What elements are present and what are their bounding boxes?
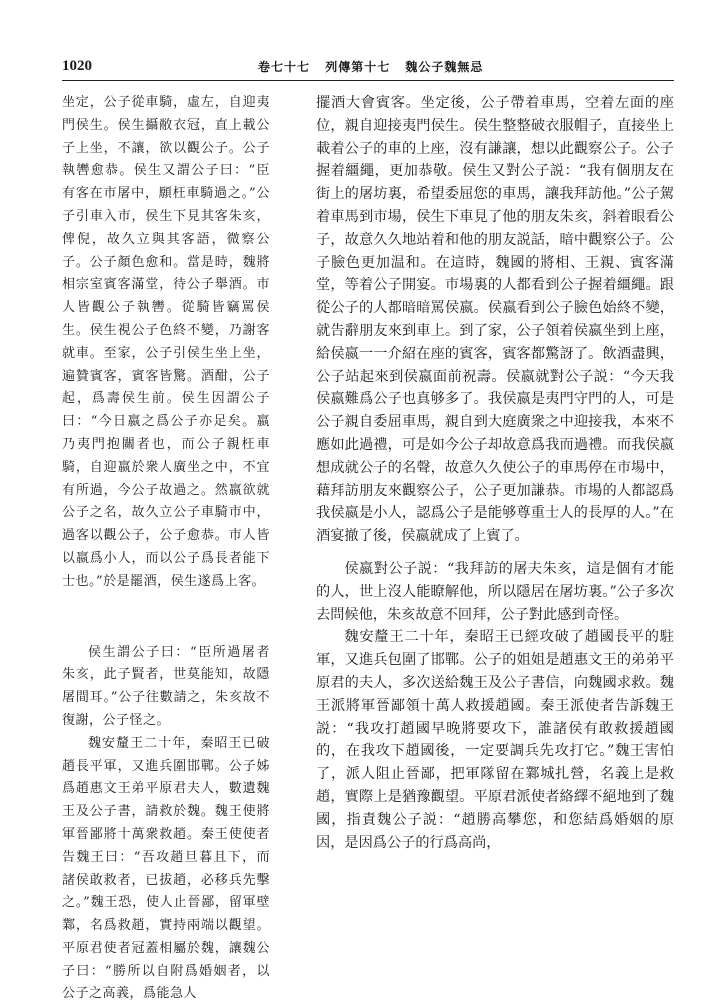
volume-label: 卷七十七 (258, 60, 311, 74)
classical-text-column (62, 92, 270, 1002)
classical-paragraph-3: 魏安釐王二十年，秦昭王已破趙長平軍，又進兵圍邯鄲。公子姊爲趙惠文王弟平原君夫人，數遺魏王及公子書，請救於魏。魏王使將軍晉鄙將十萬衆救趙。秦王使使者告魏王曰：“吾攻趙旦暮且下，而諸侯敢救者，已拔趙，必移兵先擊之。”魏王恐，使人止晉鄙，留軍壁鄴，名爲救趙，實持兩端以觀望。平原君使者冠蓋相屬於魏，讓魏公子曰：“勝所以自附爲婚姻者，以公子之高義，爲能急人 (62, 735, 270, 1002)
running-header (0, 0, 716, 92)
paragraph-gap (316, 548, 674, 558)
classical-paragraph-1: 坐定，公子從車騎，虛左，自迎夷門侯生。侯生攝敝衣冠，直上載公子上坐，不讓，欲以觀公子。公子執轡愈恭。侯生又謂公子曰：“臣有客在市屠中，願枉車騎過之。”公子引車入市，侯生下見其客朱亥，俾倪，故久立與其客語，微察公子。公子顏色愈和。當是時，魏將相宗室賓客滿堂，待公子舉酒。市人皆觀公子執轡。從騎皆竊罵侯生。侯生視公子色終不變，乃謝客就車。至家，公子引侯生坐上坐，遍贊賓客，賓客皆驚。酒酣，公子起，爲壽侯生前。侯生因謂公子曰：“今日嬴之爲公子亦足矣。嬴乃夷門抱關者也，而公子親枉車騎，自迎嬴於衆人廣坐之中，不宜有所過，今公子故過之。然嬴欲就公子之名，故久立公子車騎市中，過客以觀公子，公子愈恭。市人皆以嬴爲小人，而以公子爲長者能下士也。”於是罷酒，侯生遂爲上客。 (62, 95, 270, 589)
page-number: 1020 (62, 58, 92, 74)
chapter-label: 列傳第十七 (325, 60, 391, 74)
translation-paragraph-3: 魏安釐王二十年，秦昭王已經攻破了趙國長平的駐軍，又進兵包圍了邯鄲。公子的姐姐是趙惠文王的弟弟平原君的夫人，多次送給魏王及公子書信，向魏國求救。魏王派將軍晉鄙領十萬人救援趙國。秦王派使者告訴魏王説：“我攻打趙國早晚將要攻下，誰諸侯有敢救援趙國的，在我攻下趙國後，一定要調兵先攻打它。”魏王害怕了，派人阻止晉鄙，把軍隊留在鄴城扎營，名義上是救趙，實際上是猶豫觀望。平原君派使者絡繹不絕地到了魏國，指責魏公子説：“趙勝高攀您，和您結爲婚姻的原因，是因爲公子的行爲高尚， (316, 629, 674, 851)
translation-column (316, 92, 674, 986)
header-rule (62, 80, 674, 81)
translation-paragraph-2: 侯嬴對公子説：“我拜訪的屠夫朱亥，這是個有才能的人，世上沒人能瞭解他，所以隱居在屠坊裏。”公子多次去問候他，朱亥故意不回拜，公子對此感到奇怪。 (316, 560, 674, 623)
classical-paragraph-2: 侯生謂公子曰：“臣所過屠者朱亥，此子賢者，世莫能知，故隱屠間耳。”公子往數請之，朱亥故不復謝，公子怪之。 (62, 644, 270, 728)
running-title (258, 58, 493, 75)
section-title: 魏公子魏無忌 (405, 60, 484, 74)
translation-paragraph-1: 擺酒大會賓客。坐定後，公子帶着車馬，空着左面的座位，親自迎接夷門侯生。侯生整整破衣服帽子，直接坐上載着公子的車的上座，沒有謙讓，想以此觀察公子。公子握着繮繩，更加恭敬。侯生又對公子説：“我有個朋友在街上的屠坊裏，希望委屈您的車馬，讓我拜訪他。”公子駕着車馬到市場，侯生下車見了他的朋友朱亥，斜着眼看公子，故意久久地站着和他的朋友説話，暗中觀察公子。公子臉色更加温和。在這時，魏國的將相、王親、賓客滿堂，等着公子開宴。市場裏的人都看到公子握着繮繩。跟從公子的人都暗暗罵侯嬴。侯嬴看到公子臉色始終不變，就告辭朋友來到車上。到了家，公子領着侯嬴坐到上座，給侯嬴一一介紹在座的賓客，賓客都驚訝了。飲酒盡興，公子站起來到侯嬴面前祝壽。侯嬴就對公子説：“今天我侯嬴難爲公子也真够多了。我侯嬴是夷門守門的人，可是公子親自委屈車馬，親自到大庭廣衆之中迎接我，本來不應如此過禮，可是如今公子却故意爲我而過禮。而我侯嬴想成就公子的名聲，故意久久使公子的車馬停在市場中，藉拜訪朋友來觀察公子，公子更加謙恭。市場的人都認爲我侯嬴是小人，認爲公子是能够尊重士人的長厚的人。”在酒宴撤了後，侯嬴就成了上賓了。 (316, 95, 674, 545)
paragraph-gap (62, 594, 270, 642)
